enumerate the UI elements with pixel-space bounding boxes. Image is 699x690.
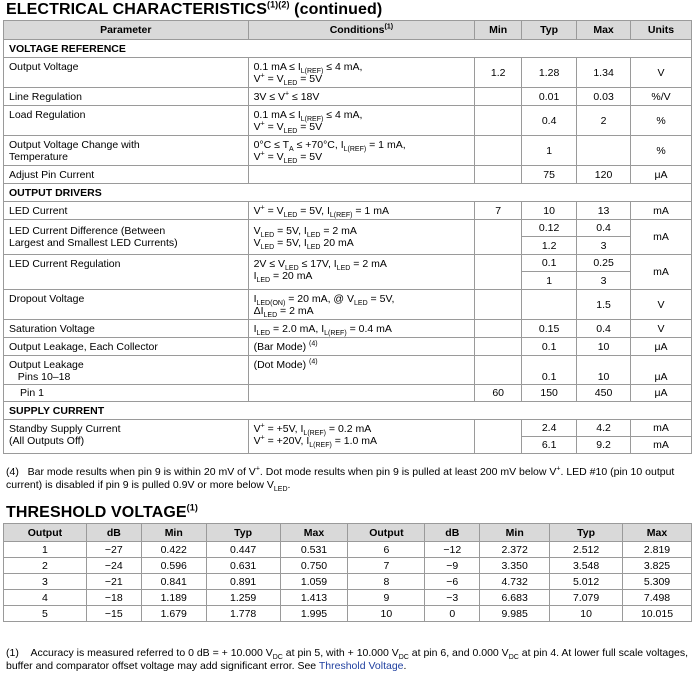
section-row: VOLTAGE REFERENCE: [4, 40, 692, 58]
electrical-characteristics-table: [3, 20, 692, 454]
table-cell: 4.732: [480, 574, 550, 590]
section-row: SUPPLY CURRENT: [4, 402, 692, 420]
table-row: [4, 574, 692, 590]
table-cell: 1.259: [206, 590, 280, 606]
footnote-4: (4) Bar mode results when pin 9 is within 20 mV of V+. Dot mode results when pin 9 is pulled at least 200 mV below V+. LED #10 (pin 10 output current) is disabled if pin 9 is pulled 0.9V or more below $V_{LED}$.: [6, 465, 675, 494]
table-cell: 3: [4, 574, 87, 590]
table-row: [4, 542, 692, 558]
section-title-electrical: ELECTRICAL $CHARACTERISTICS^{(1)(2)}$ (continued): [6, 0, 383, 18]
table-cell: 0: [425, 606, 480, 622]
threshold-voltage-table: [3, 523, 692, 622]
table-cell: −3: [425, 590, 480, 606]
table-cell: −6: [425, 574, 480, 590]
table-cell: 9.985: [480, 606, 550, 622]
table-cell: 3.825: [623, 558, 692, 574]
table-row: 1 3: [4, 272, 692, 290]
table-row: 1.2 3: [4, 237, 692, 255]
threshold-header-cell: Typ: [206, 524, 280, 542]
table-cell: 0.531: [280, 542, 348, 558]
table-row: LED Current Regulation $2V \le V_{LED} \le 17V$, $I_{LED} = 2$ mA $I_{LED} = 20$ mA 0.1 0.25 mA: [4, 255, 692, 272]
table-row: Output Voltage Change with Temperature $0^\circ C \le T_A \le +70^\circ C$, $I_{L(REF)} = 1$ mA, $V^+ = V_{LED} = 5V$ 1 %: [4, 136, 692, 166]
threshold-header-cell: Max: [280, 524, 348, 542]
table-cell: 5.309: [623, 574, 692, 590]
table-row: Output Leakage, Each Collector (Bar Mode) $^{(4)}$ 0.1 10 μA: [4, 338, 692, 356]
table-row: [4, 590, 692, 606]
table-cell: 5.012: [550, 574, 623, 590]
table-cell: 0.447: [206, 542, 280, 558]
table-cell: 10.015: [623, 606, 692, 622]
table-row: Pin 1 60 150 450 μA: [4, 385, 692, 402]
table-cell: 10: [348, 606, 425, 622]
table-row: Standby Supply Current (All Outputs Off) V+ = +5V, $I_{L(REF)} = 0.2$ mA V+ = +20V, $I_{L(REF)} = 1.0$ mA 2.4 4.2 mA: [4, 420, 692, 437]
table-cell: 1.189: [141, 590, 206, 606]
table-cell: 1.413: [280, 590, 348, 606]
table-row: LED Current $V^+ = V_{LED} = 5V$, $I_{L(REF)} = 1$ mA 7 10 13 mA: [4, 202, 692, 220]
table-cell: 7.498: [623, 590, 692, 606]
table-cell: −12: [425, 542, 480, 558]
header-max: Max: [577, 21, 631, 40]
table-row: [4, 558, 692, 574]
table-cell: 1: [4, 542, 87, 558]
table-row: [4, 606, 692, 622]
table-row: Adjust Pin Current 75 120 μA: [4, 166, 692, 184]
table-cell: −18: [86, 590, 141, 606]
table-cell: −27: [86, 542, 141, 558]
table-cell: 3.548: [550, 558, 623, 574]
table-cell: 3.350: [480, 558, 550, 574]
table-row: Output Voltage 0.1 mA ≤ $I_{L(REF)} \le 4$ mA, $V^+ = V_{LED} = 5V$ 1.2 1.28 1.34 V: [4, 58, 692, 88]
threshold-header-cell: Max: [623, 524, 692, 542]
table-cell: −21: [86, 574, 141, 590]
header-units: Units: [631, 21, 692, 40]
table-row: Output Leakage Pins 10–18 (Dot Mode) $^{(4)}$ 0.1 10 μA: [4, 356, 692, 385]
table-cell: 2.512: [550, 542, 623, 558]
table-row: Dropout Voltage $I_{LED(ON)} = 20$ mA, @ $V_{LED} = 5V$, $\Delta I_{LED} = 2$ mA 1.5 V: [4, 290, 692, 320]
table-row: LED Current Difference (Between Largest and Smallest LED Currents) $V_{LED} = 5V$, $I_{LED} = 2$ mA $V_{LED} = 5V$, $I_{LED}$ 20 mA 0.12 0.4 mA: [4, 220, 692, 237]
footnote-1: (1) Accuracy is measured referred to 0 dB = + 10.000 $V_{DC}$ at pin 5, with + 10.000 $V_{DC}$ at pin 6, and 0.000 $V_{DC}$ at pin 4. At lower full scale voltages, buffer and comparator offset voltage may add significant error. See Threshold Voltage.: [6, 647, 689, 672]
table-cell: 0.750: [280, 558, 348, 574]
table-row: Saturation Voltage $I_{LED} = 2.0$ mA, $I_{L(REF)} = 0.4$ mA 0.15 0.4 V: [4, 320, 692, 338]
table-row: Load Regulation 0.1 mA ≤ $I_{L(REF)} \le 4$ mA, $V^+ = V_{LED} = 5V$ 0.4 2 %: [4, 106, 692, 136]
table-cell: 6.683: [480, 590, 550, 606]
table-cell: 7: [348, 558, 425, 574]
threshold-header-cell: dB: [86, 524, 141, 542]
threshold-header-cell: Typ: [550, 524, 623, 542]
table-cell: 4: [4, 590, 87, 606]
header-min: Min: [475, 21, 522, 40]
table-header-row: [4, 21, 692, 40]
threshold-header-cell: dB: [425, 524, 480, 542]
table-cell: 0.596: [141, 558, 206, 574]
threshold-header-cell: Min: [141, 524, 206, 542]
table-row: Line Regulation 3V ≤ V+ ≤ 18V 0.01 0.03 %/V: [4, 88, 692, 106]
table-cell: 10: [550, 606, 623, 622]
table-cell: 0.631: [206, 558, 280, 574]
table-cell: −24: [86, 558, 141, 574]
table-cell: 5: [4, 606, 87, 622]
threshold-header-cell: Min: [480, 524, 550, 542]
table-cell: 1.778: [206, 606, 280, 622]
header-parameter: Parameter: [4, 21, 249, 40]
table-cell: 2.819: [623, 542, 692, 558]
section-row: OUTPUT DRIVERS: [4, 184, 692, 202]
header-typ: Typ: [522, 21, 577, 40]
table-cell: 0.841: [141, 574, 206, 590]
table-cell: 2.372: [480, 542, 550, 558]
header-conditions: Conditions$^{(1)}$: [248, 21, 475, 40]
threshold-header-cell: Output: [4, 524, 87, 542]
table-cell: 1.059: [280, 574, 348, 590]
table-cell: 7.079: [550, 590, 623, 606]
threshold-header-row: [4, 524, 692, 542]
table-cell: 0.422: [141, 542, 206, 558]
table-cell: 9: [348, 590, 425, 606]
table-cell: 1.679: [141, 606, 206, 622]
section-title-threshold: THRESHOLD VOLTAGE$^{(1)}$: [6, 502, 198, 521]
table-cell: −9: [425, 558, 480, 574]
table-cell: 0.891: [206, 574, 280, 590]
table-cell: 6: [348, 542, 425, 558]
table-cell: −15: [86, 606, 141, 622]
table-row: 6.1 9.2 mA: [4, 437, 692, 454]
table-cell: 1.995: [280, 606, 348, 622]
threshold-voltage-link[interactable]: Threshold Voltage: [318, 660, 404, 672]
threshold-header-cell: Output: [348, 524, 425, 542]
table-cell: 8: [348, 574, 425, 590]
table-cell: 2: [4, 558, 87, 574]
